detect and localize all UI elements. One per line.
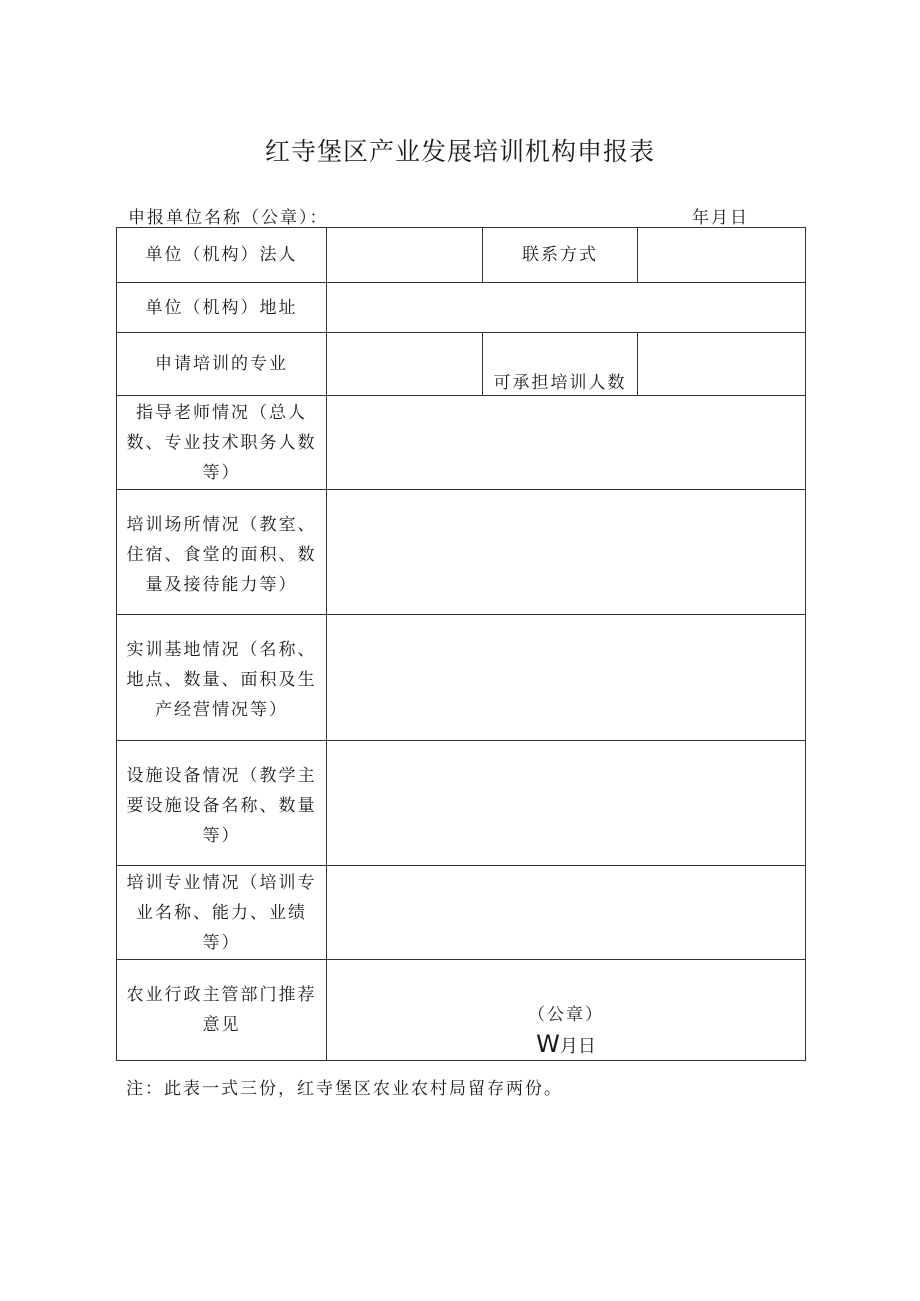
equipment-field[interactable] [327, 741, 806, 866]
row-base [117, 615, 806, 741]
recommendation-label-line: 农业行政主管部门推荐 [126, 985, 317, 1005]
seal-date-suffix: 月日 [559, 1036, 596, 1057]
address-label: 单位（机构）地址 [117, 283, 327, 333]
base-field[interactable] [327, 615, 806, 741]
application-form-table [116, 227, 806, 1061]
equipment-label-line: 要设施设备名称、数量 [126, 796, 317, 816]
venue-field[interactable] [327, 490, 806, 615]
base-label-line: 实训基地情况（名称、 [126, 640, 317, 660]
legal-person-label: 单位（机构）法人 [117, 228, 327, 283]
form-title: 红寺堡区产业发展培训机构申报表 [264, 137, 655, 166]
legal-person-field[interactable] [327, 228, 483, 283]
equipment-label [117, 741, 327, 866]
address-field[interactable] [327, 283, 806, 333]
teachers-label-line: 等） [202, 462, 241, 483]
seal-date [327, 1030, 805, 1058]
row-venue [117, 490, 806, 615]
date-label: 年月日 [692, 208, 749, 228]
equipment-label-line: 设施设备情况（教学主 [126, 766, 317, 786]
specialty-label-line: 培训专业情况（培训专 [126, 872, 317, 893]
seal-date-prefix: W [536, 1030, 560, 1058]
venue-label [117, 490, 327, 615]
venue-label-line: 住宿、食堂的面积、数 [126, 545, 317, 565]
teachers-label-line: 指导老师情况（总人 [136, 402, 307, 423]
contact-field[interactable] [638, 228, 806, 283]
recommendation-label [117, 960, 327, 1061]
capacity-field[interactable] [638, 333, 806, 396]
recommendation-label-line: 意见 [202, 1015, 241, 1035]
base-label [117, 615, 327, 741]
row-address [117, 283, 806, 333]
row-major [117, 333, 806, 396]
capacity-label: 可承担培训人数 [483, 333, 638, 396]
applicant-name-label: 申报单位名称（公章）： [128, 208, 329, 228]
row-recommendation [117, 960, 806, 1061]
row-specialty [117, 866, 806, 960]
specialty-label [117, 866, 327, 960]
major-field[interactable] [327, 333, 483, 396]
equipment-label-line: 等） [202, 826, 241, 846]
row-teachers [117, 396, 806, 490]
major-label: 申请培训的专业 [117, 333, 327, 396]
footnote: 注：此表一式三份，红寺堡区农业农村局留存两份。 [126, 1079, 563, 1099]
recommendation-field[interactable] [327, 960, 806, 1061]
seal-label: （公章） [528, 1005, 604, 1025]
contact-label: 联系方式 [483, 228, 638, 283]
row-equipment [117, 741, 806, 866]
teachers-label [117, 396, 327, 490]
base-label-line: 地点、数量、面积及生 [126, 670, 317, 690]
row-legal-person [117, 228, 806, 283]
venue-label-line: 量及接待能力等） [145, 575, 298, 595]
venue-label-line: 培训场所情况（教室、 [126, 515, 317, 535]
teachers-label-line: 数、专业技术职务人数 [126, 432, 317, 453]
specialty-field[interactable] [327, 866, 806, 960]
specialty-label-line: 等） [202, 932, 241, 953]
base-label-line: 产经营情况等） [155, 700, 288, 720]
teachers-field[interactable] [327, 396, 806, 490]
specialty-label-line: 业名称、能力、业绩 [136, 902, 307, 923]
